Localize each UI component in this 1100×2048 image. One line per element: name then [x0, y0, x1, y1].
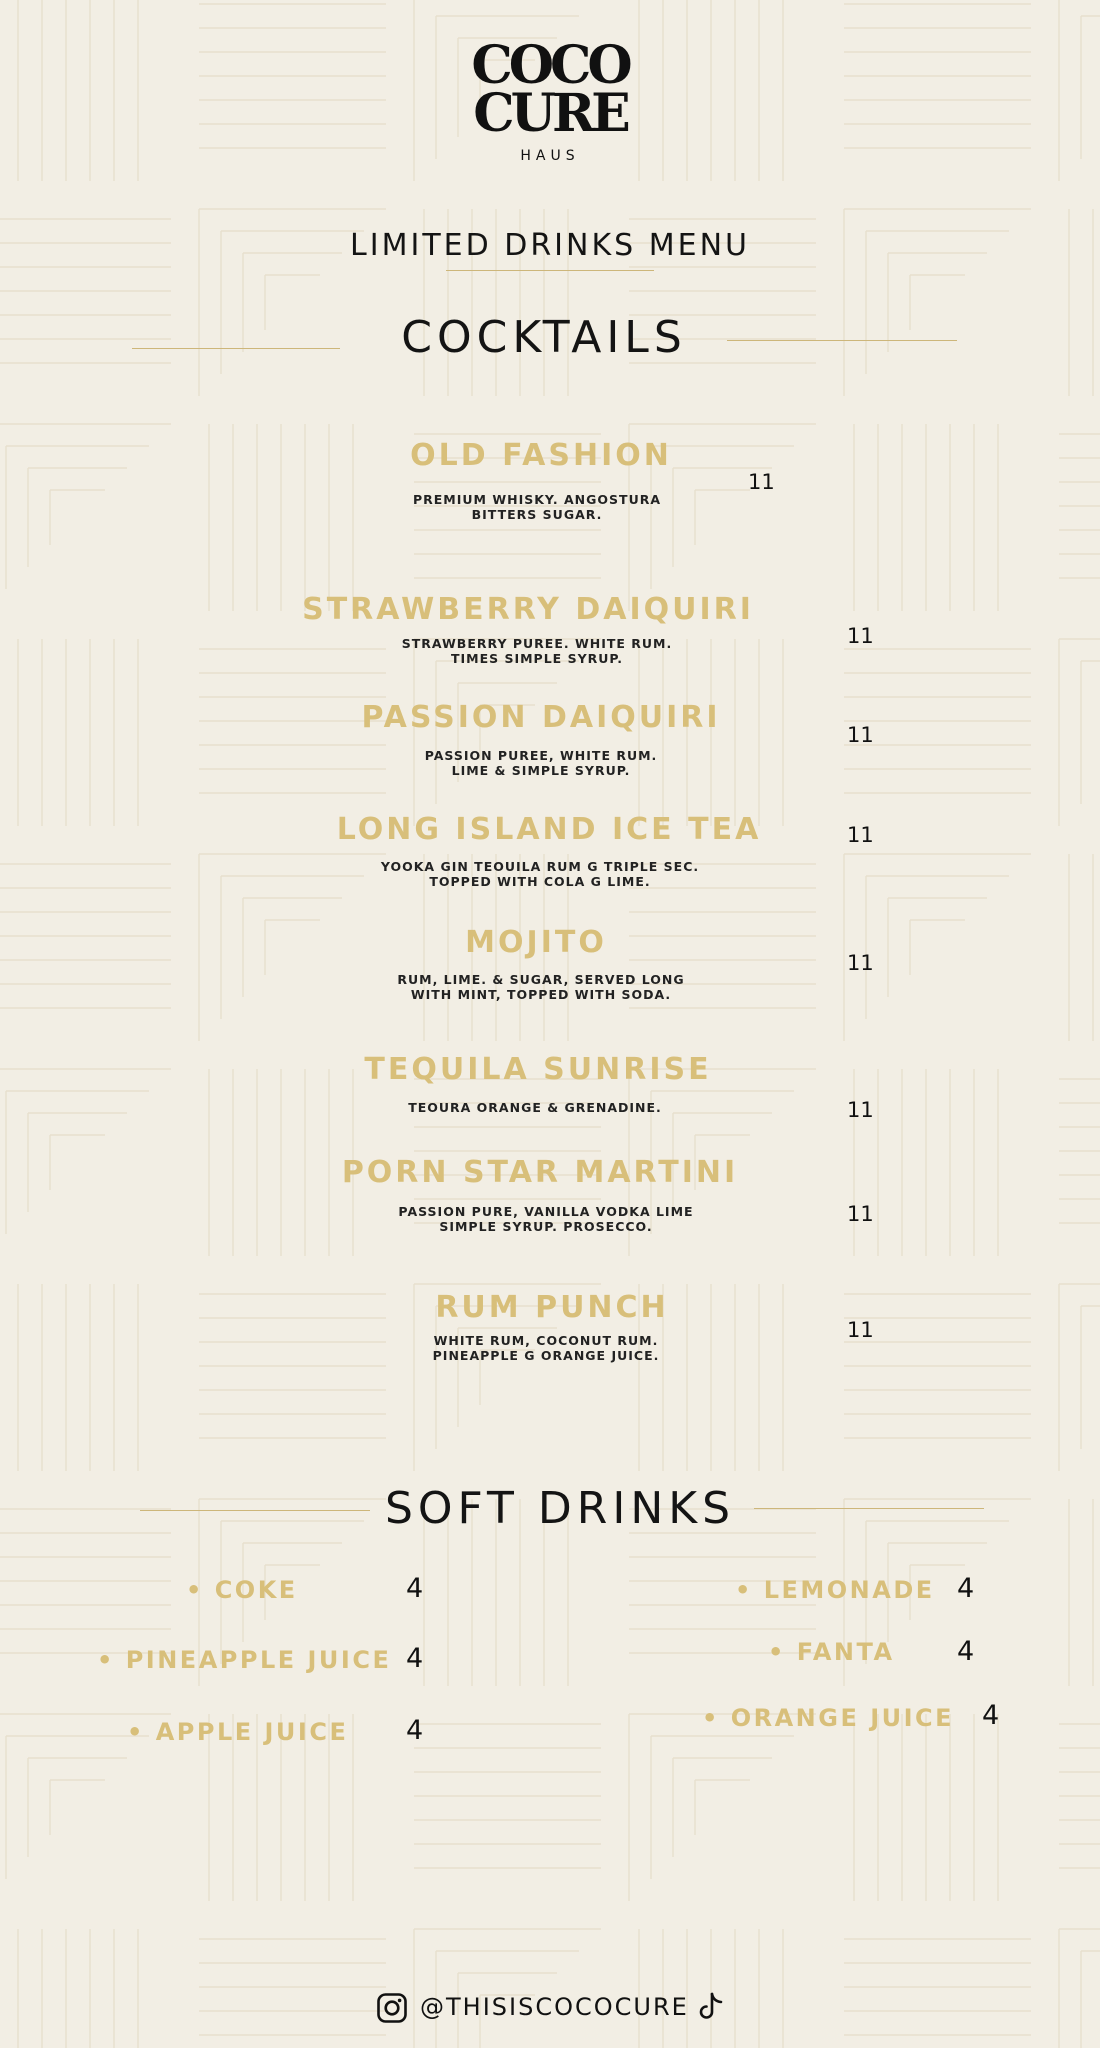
cocktail-price: 11: [847, 1318, 874, 1342]
cocktail-description: [425, 748, 658, 778]
description-line: STRAWBERRY PUREE. WHITE RUM.: [401, 636, 673, 651]
brand-logo: [460, 36, 640, 176]
description-line: PASSION PUREE, WHITE RUM.: [424, 748, 658, 763]
logo-line-1: COCO: [471, 35, 629, 96]
soft-drinks-title: SOFT DRINKS: [384, 1483, 736, 1534]
cocktails-rule-right: [727, 340, 957, 341]
soft-drink-name: • APPLE JUICE: [127, 1718, 349, 1746]
tiktok-icon[interactable]: [697, 1991, 725, 2023]
cocktail-name: OLD FASHION: [410, 438, 672, 473]
cocktail-name: LONG ISLAND ICE TEA: [336, 812, 762, 847]
description-line: TEOURA ORANGE & GRENADINE.: [408, 1100, 662, 1115]
cocktail-name: RUM PUNCH: [435, 1290, 669, 1325]
cocktail-description: [413, 492, 661, 522]
description-line: PASSION PURE, VANILLA VODKA LIME: [398, 1204, 694, 1219]
soft-drinks-rule-left: [140, 1510, 370, 1511]
logo-subtitle: HAUS: [520, 148, 580, 164]
description-line: TIMES SIMPLE SYRUP.: [450, 651, 624, 666]
cocktail-description: [397, 972, 684, 1002]
logo-line-2: CURE: [473, 83, 627, 144]
soft-drink-price: 4: [406, 1573, 424, 1604]
cocktail-description: [433, 1333, 660, 1363]
description-line: PREMIUM WHISKY. ANGOSTURA: [412, 492, 662, 507]
description-line: WITH MINT, TOPPED WITH SODA.: [410, 987, 672, 1002]
soft-drink-name: • LEMONADE: [735, 1576, 935, 1604]
soft-drink-price: 4: [406, 1643, 424, 1674]
soft-drink-price: 4: [957, 1636, 975, 1667]
cocktail-price: 11: [847, 823, 874, 847]
description-line: PINEAPPLE G ORANGE JUICE.: [432, 1348, 660, 1363]
menu-title-underline: [446, 270, 654, 271]
cocktail-description: [402, 636, 673, 666]
cocktail-price: 11: [748, 470, 775, 494]
soft-drink-name: • COKE: [186, 1576, 298, 1604]
cocktail-price: 11: [847, 1098, 874, 1122]
soft-drinks-rule-right: [754, 1508, 984, 1509]
description-line: LIME & SIMPLE SYRUP.: [451, 763, 631, 778]
description-line: SIMPLE SYRUP. PROSECCO.: [439, 1219, 653, 1234]
cocktail-name: PORN STAR MARTINI: [341, 1155, 739, 1190]
cocktail-price: 11: [847, 624, 874, 648]
social-handle[interactable]: @THISISCOCOCURE: [420, 1993, 689, 2021]
cocktail-price: 11: [847, 951, 874, 975]
soft-drink-price: 4: [982, 1700, 1000, 1731]
soft-drink-price: 4: [406, 1715, 424, 1746]
cocktail-price: 11: [847, 1202, 874, 1226]
cocktail-description: [381, 859, 699, 889]
cocktail-name: MOJITO: [465, 925, 607, 960]
soft-drink-price: 4: [957, 1573, 975, 1604]
description-line: YOOKA GIN TEOUILA RUM G TRIPLE SEC.: [380, 859, 700, 874]
cocktail-name: STRAWBERRY DAIQUIRI: [302, 592, 754, 627]
description-line: BITTERS SUGAR.: [471, 507, 603, 522]
instagram-icon[interactable]: [376, 1992, 408, 2024]
cocktail-description: [398, 1204, 693, 1234]
description-line: TOPPED WITH COLA G LIME.: [429, 874, 651, 889]
soft-drink-name: • FANTA: [768, 1638, 895, 1666]
description-line: WHITE RUM, COCONUT RUM.: [433, 1333, 659, 1348]
soft-drink-name: • ORANGE JUICE: [702, 1704, 955, 1732]
cocktail-price: 11: [847, 723, 874, 747]
description-line: RUM, LIME. & SUGAR, SERVED LONG: [397, 972, 685, 987]
cocktail-name: TEQUILA SUNRISE: [364, 1052, 712, 1087]
cocktail-description: [408, 1100, 662, 1115]
cocktails-title: COCKTAILS: [401, 312, 687, 363]
cocktail-name: PASSION DAIQUIRI: [361, 700, 721, 735]
menu-title: LIMITED DRINKS MENU: [350, 228, 750, 263]
soft-drink-name: • PINEAPPLE JUICE: [97, 1646, 392, 1674]
cocktails-rule-left: [132, 348, 340, 349]
